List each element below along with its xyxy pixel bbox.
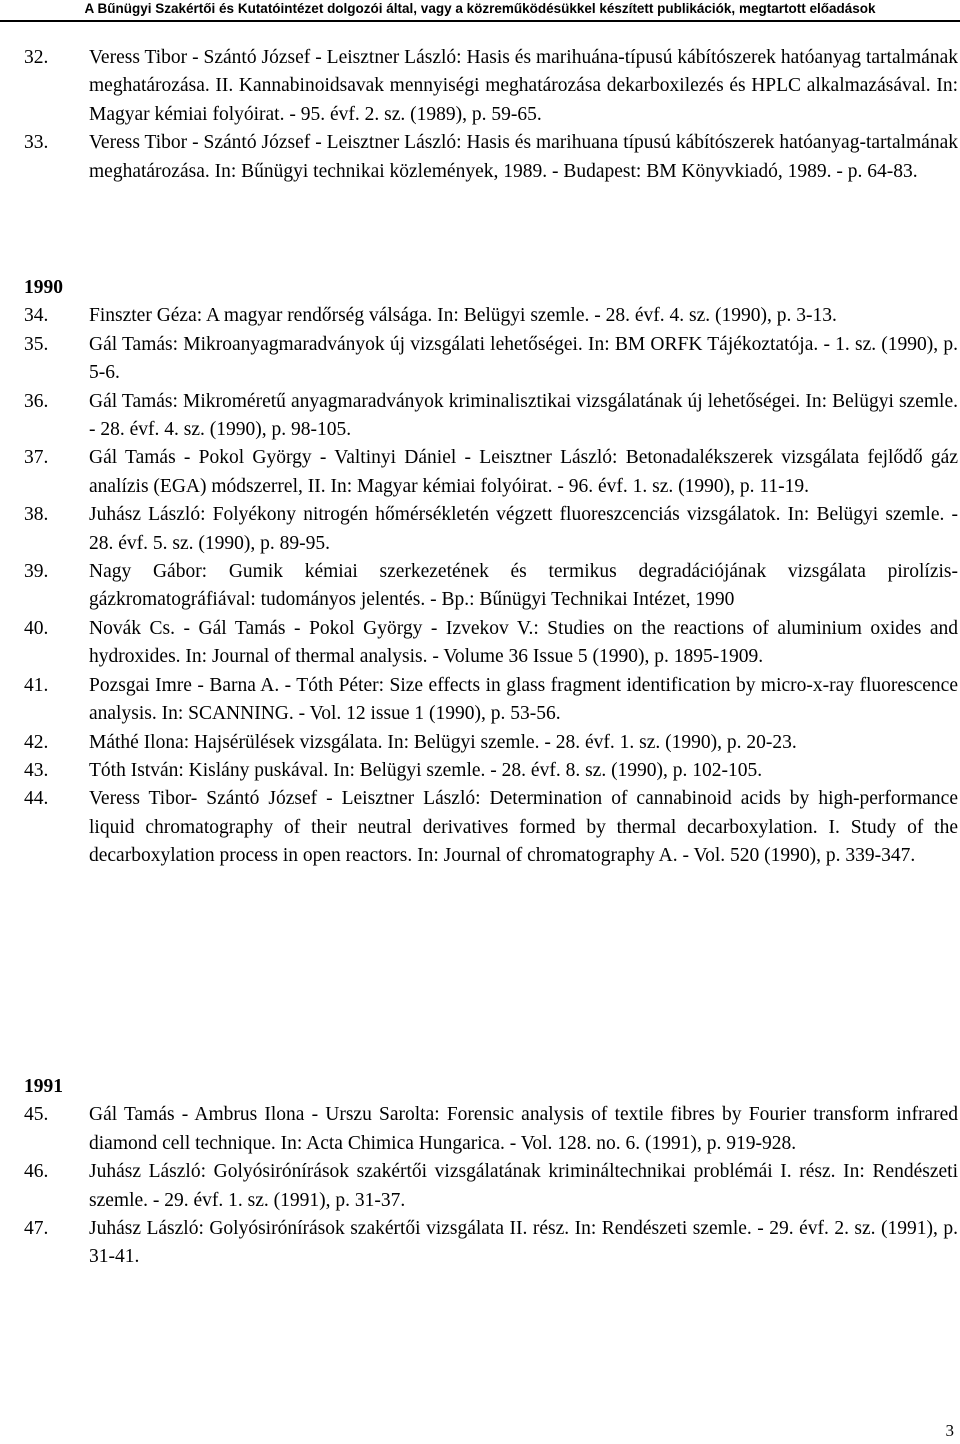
entries-1989 [24,44,958,186]
entry-number: 40. [24,617,49,639]
list-item [24,558,958,615]
entry-text: Gál Tamás - Pokol György - Valtinyi Dániel - Leisztner László: Betonadalékszerek vizsgálata fejlődő gáz analízis (EGA) módszerrel, II. In: Magyar kémiai folyóirat. - 96. évf. 1. sz. (1990), p. 11-19. [89,447,958,497]
entry-number: 34. [24,305,49,327]
entry-text: Juhász László: Golyósirónírások szakértői vizsgálatának krimináltechnikai problémái I. rész. In: Rendészeti szemle. - 29. évf. 1. sz. (1991), p. 31-37. [89,1161,958,1211]
list-item [24,388,958,445]
entry-text: Máthé Ilona: Hajsérülések vizsgálata. In: Belügyi szemle. - 28. évf. 1. sz. (1990), p. 20-23. [89,731,797,753]
entry-number: 37. [24,447,49,469]
section-1990 [24,274,958,871]
list-item [24,1158,958,1215]
page-number: 3 [945,1421,954,1440]
entry-text: Gál Tamás: Mikroanyagmaradványok új vizsgálati lehetőségei. In: BM ORFK Tájékoztatója. - 1. sz. (1990), p. 5-6. [89,333,958,384]
entry-number: 32. [24,47,49,68]
entry-text: Gál Tamás - Ambrus Ilona - Urszu Sarolta: Forensic analysis of textile fibres by Fourier transform infrared diamond cell technique. In: Acta Chimica Hungarica. - Vol. 128. no. 6. (1991), p. 919-928. [89,1104,958,1154]
year-heading: 1991 [24,1076,63,1097]
entry-text: Pozsgai Imre - Barna A. - Tóth Péter: Size effects in glass fragment identification by micro-x-ray fluorescence analysis. In: SCANNING. - Vol. 12 issue 1 (1990), p. 53-56. [89,674,958,725]
entry-number: 33. [24,132,49,154]
entry-number: 36. [24,390,49,412]
entry-text: Finszter Géza: A magyar rendőrség válsága. In: Belügyi szemle. - 28. évf. 4. sz. (1990), p. 3-13. [89,305,837,327]
list-item [24,785,958,870]
entry-number: 35. [24,333,49,355]
entry-number: 43. [24,759,49,781]
running-header: A Bűnügyi Szakértői és Kutatóintézet dolgozói által, vagy a közreműködésükkel készített publikációk, megtartott előadások [84,1,876,16]
entry-number: 39. [24,561,49,583]
year-heading: 1990 [24,277,63,298]
entry-text: Veress Tibor- Szántó József - Leisztner László: Determination of cannabinoid acids by high-performance liquid chromatography of their neutral derivatives formed by thermal decarboxylation. I. Study of the decarboxylation process in open reactors. In: Journal of chromatography A. - Vol. 520 (1990), p. 339-347. [89,788,958,867]
list-item [24,757,958,785]
entry-text: Veress Tibor - Szántó József - Leisztner László: Hasis és marihuána-típusú kábítószerek hatóanyag tartalmának meghatározása. II. Kannabinoidsavak mennyiségi meghatározása dekarboxilezés és HPLC alkalmazásával. In: Magyar kémiai folyóirat. - 95. évf. 2. sz. (1989), p. 59-65. [89,47,958,125]
header-rule [0,20,960,22]
list-item [24,129,958,186]
entry-number: 41. [24,674,49,696]
list-item [24,44,958,129]
entry-text: Nagy Gábor: Gumik kémiai szerkezetének és termikus degradációjának vizsgálata pirolízis-gázkromatográfiával: tudományos jelentés. - Bp.: Bűnügyi Technikai Intézet, 1990 [89,561,958,611]
entry-number: 44. [24,788,49,810]
list-item [24,331,958,388]
entry-number: 42. [24,731,49,753]
list-item [24,444,958,501]
list-item [24,302,958,330]
entry-text: Juhász László: Golyósirónírások szakértői vizsgálata II. rész. In: Rendészeti szemle. - 29. évf. 2. sz. (1991), p. 31-41. [89,1218,958,1268]
entry-text: Juhász László: Folyékony nitrogén hőmérsékletén végzett fluoreszcenciás vizsgálatok. In: Belügyi szemle. - 28. évf. 5. sz. (1990), p. 89-95. [89,504,958,554]
list-item [24,501,958,558]
entry-text: Gál Tamás: Mikroméretű anyagmaradványok kriminalisztikai vizsgálatának új lehetőségei. In: Belügyi szemle. - 28. évf. 4. sz. (1990), p. 98-105. [89,390,958,441]
entry-number: 38. [24,504,49,526]
entry-number: 47. [24,1218,49,1240]
entry-text: Tóth István: Kislány puskával. In: Belügyi szemle. - 28. évf. 8. sz. (1990), p. 102-105. [89,759,763,781]
list-item [24,672,958,729]
entry-text: Novák Cs. - Gál Tamás - Pokol György - Izvekov V.: Studies on the reactions of aluminium oxides and hydroxides. In: Journal of thermal analysis. - Volume 36 Issue 5 (1990), p. 1895-1909. [89,617,958,668]
entry-text: Veress Tibor - Szántó József - Leisztner László: Hasis és marihuana típusú kábítószerek hatóanyag-tartalmának meghatározása. In: Bűnügyi technikai közlemények, 1989. - Budapest: BM Könyvkiadó, 1989. - p. 64-83. [89,132,958,182]
section-1991 [24,1073,958,1272]
list-item [24,1101,958,1158]
list-item [24,729,958,757]
entry-number: 45. [24,1104,49,1126]
list-item [24,1215,958,1272]
entry-number: 46. [24,1161,49,1183]
list-item [24,615,958,672]
